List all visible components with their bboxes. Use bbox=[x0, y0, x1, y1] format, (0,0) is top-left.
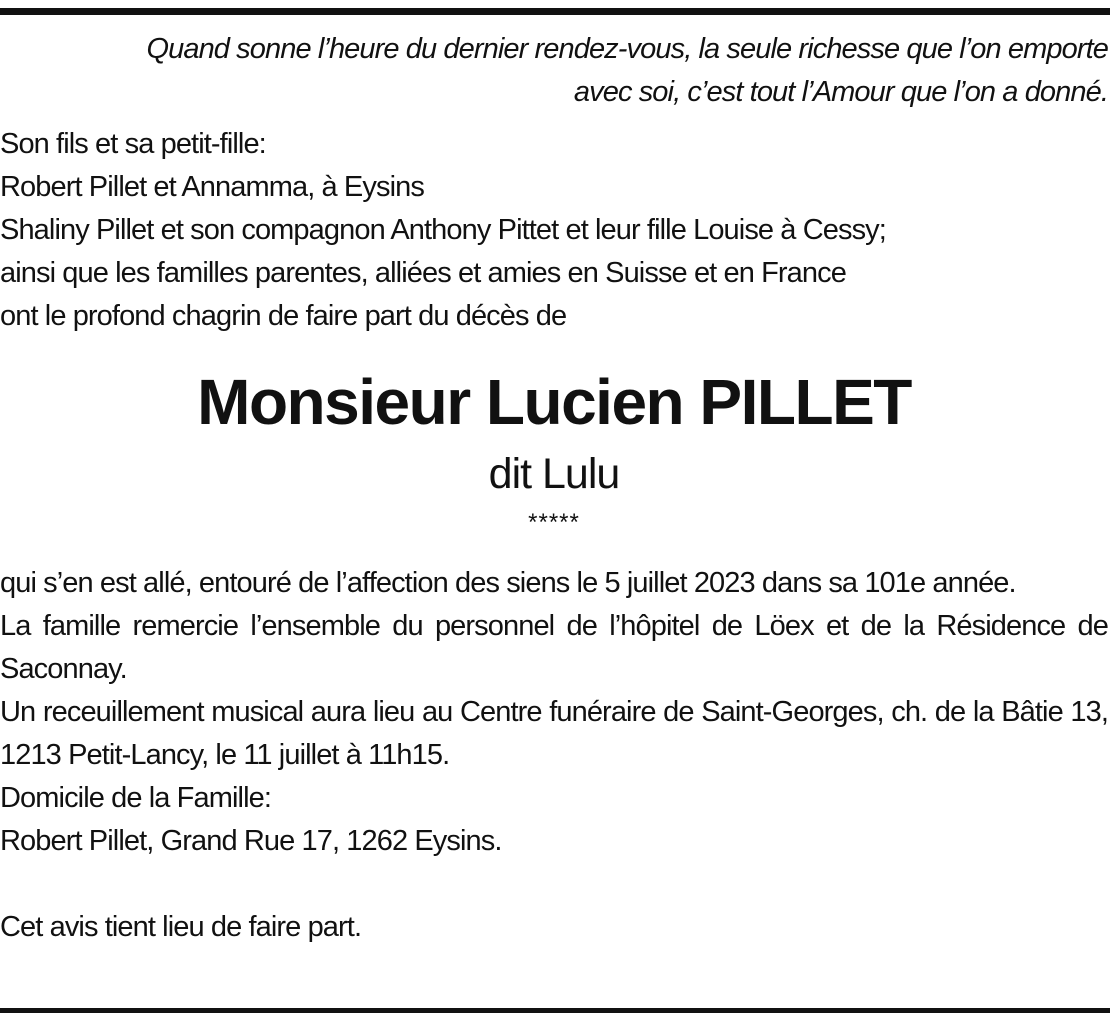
top-rule bbox=[0, 8, 1110, 15]
domicile-address: Robert Pillet, Grand Rue 17, 1262 Eysins. bbox=[0, 825, 502, 857]
quote-line-1: Quand sonne l’heure du dernier rendez-vous, la seule richesse que l’on emporte bbox=[146, 33, 1108, 65]
bottom-rule bbox=[0, 1008, 1110, 1013]
separator-stars: ***** bbox=[528, 509, 580, 536]
death-notice bbox=[0, 22, 1108, 949]
epigraph-quote bbox=[0, 28, 1108, 114]
intro-line: Shaliny Pillet et son compagnon Anthony Pittet et leur fille Louise à Cessy; bbox=[0, 214, 886, 246]
closing-note: Cet avis tient lieu de faire part. bbox=[0, 911, 362, 943]
intro-line: Son fils et sa petit-fille: bbox=[0, 128, 266, 160]
family-intro bbox=[0, 123, 1108, 338]
intro-line: ainsi que les familles parentes, alliées et amies en Suisse et en France bbox=[0, 257, 846, 289]
intro-line: Robert Pillet et Annamma, à Eysins bbox=[0, 171, 424, 203]
passing-paragraph: qui s’en est allé, entouré de l’affection des siens le 5 juillet 2023 dans sa 101e année. bbox=[0, 567, 1016, 599]
quote-line-2: avec soi, c’est tout l’Amour que l’on a donné. bbox=[573, 76, 1108, 108]
ceremony-paragraph: Un receuillement musical aura lieu au Centre funéraire de Saint-Georges, ch. de la Bâtie 13, 1213 Petit-Lancy, le 11 juillet à 11h15. bbox=[0, 696, 1108, 771]
deceased-name: Monsieur Lucien PILLET bbox=[197, 366, 911, 438]
notice-body bbox=[0, 562, 1108, 863]
domicile-label: Domicile de la Famille: bbox=[0, 782, 271, 814]
intro-line: ont le profond chagrin de faire part du décès de bbox=[0, 300, 567, 332]
deceased-nickname: dit Lulu bbox=[488, 450, 620, 498]
thanks-paragraph: La famille remercie l’ensemble du personnel de l’hôpitel de Löex et de la Résidence de Saconnay. bbox=[0, 610, 1108, 685]
